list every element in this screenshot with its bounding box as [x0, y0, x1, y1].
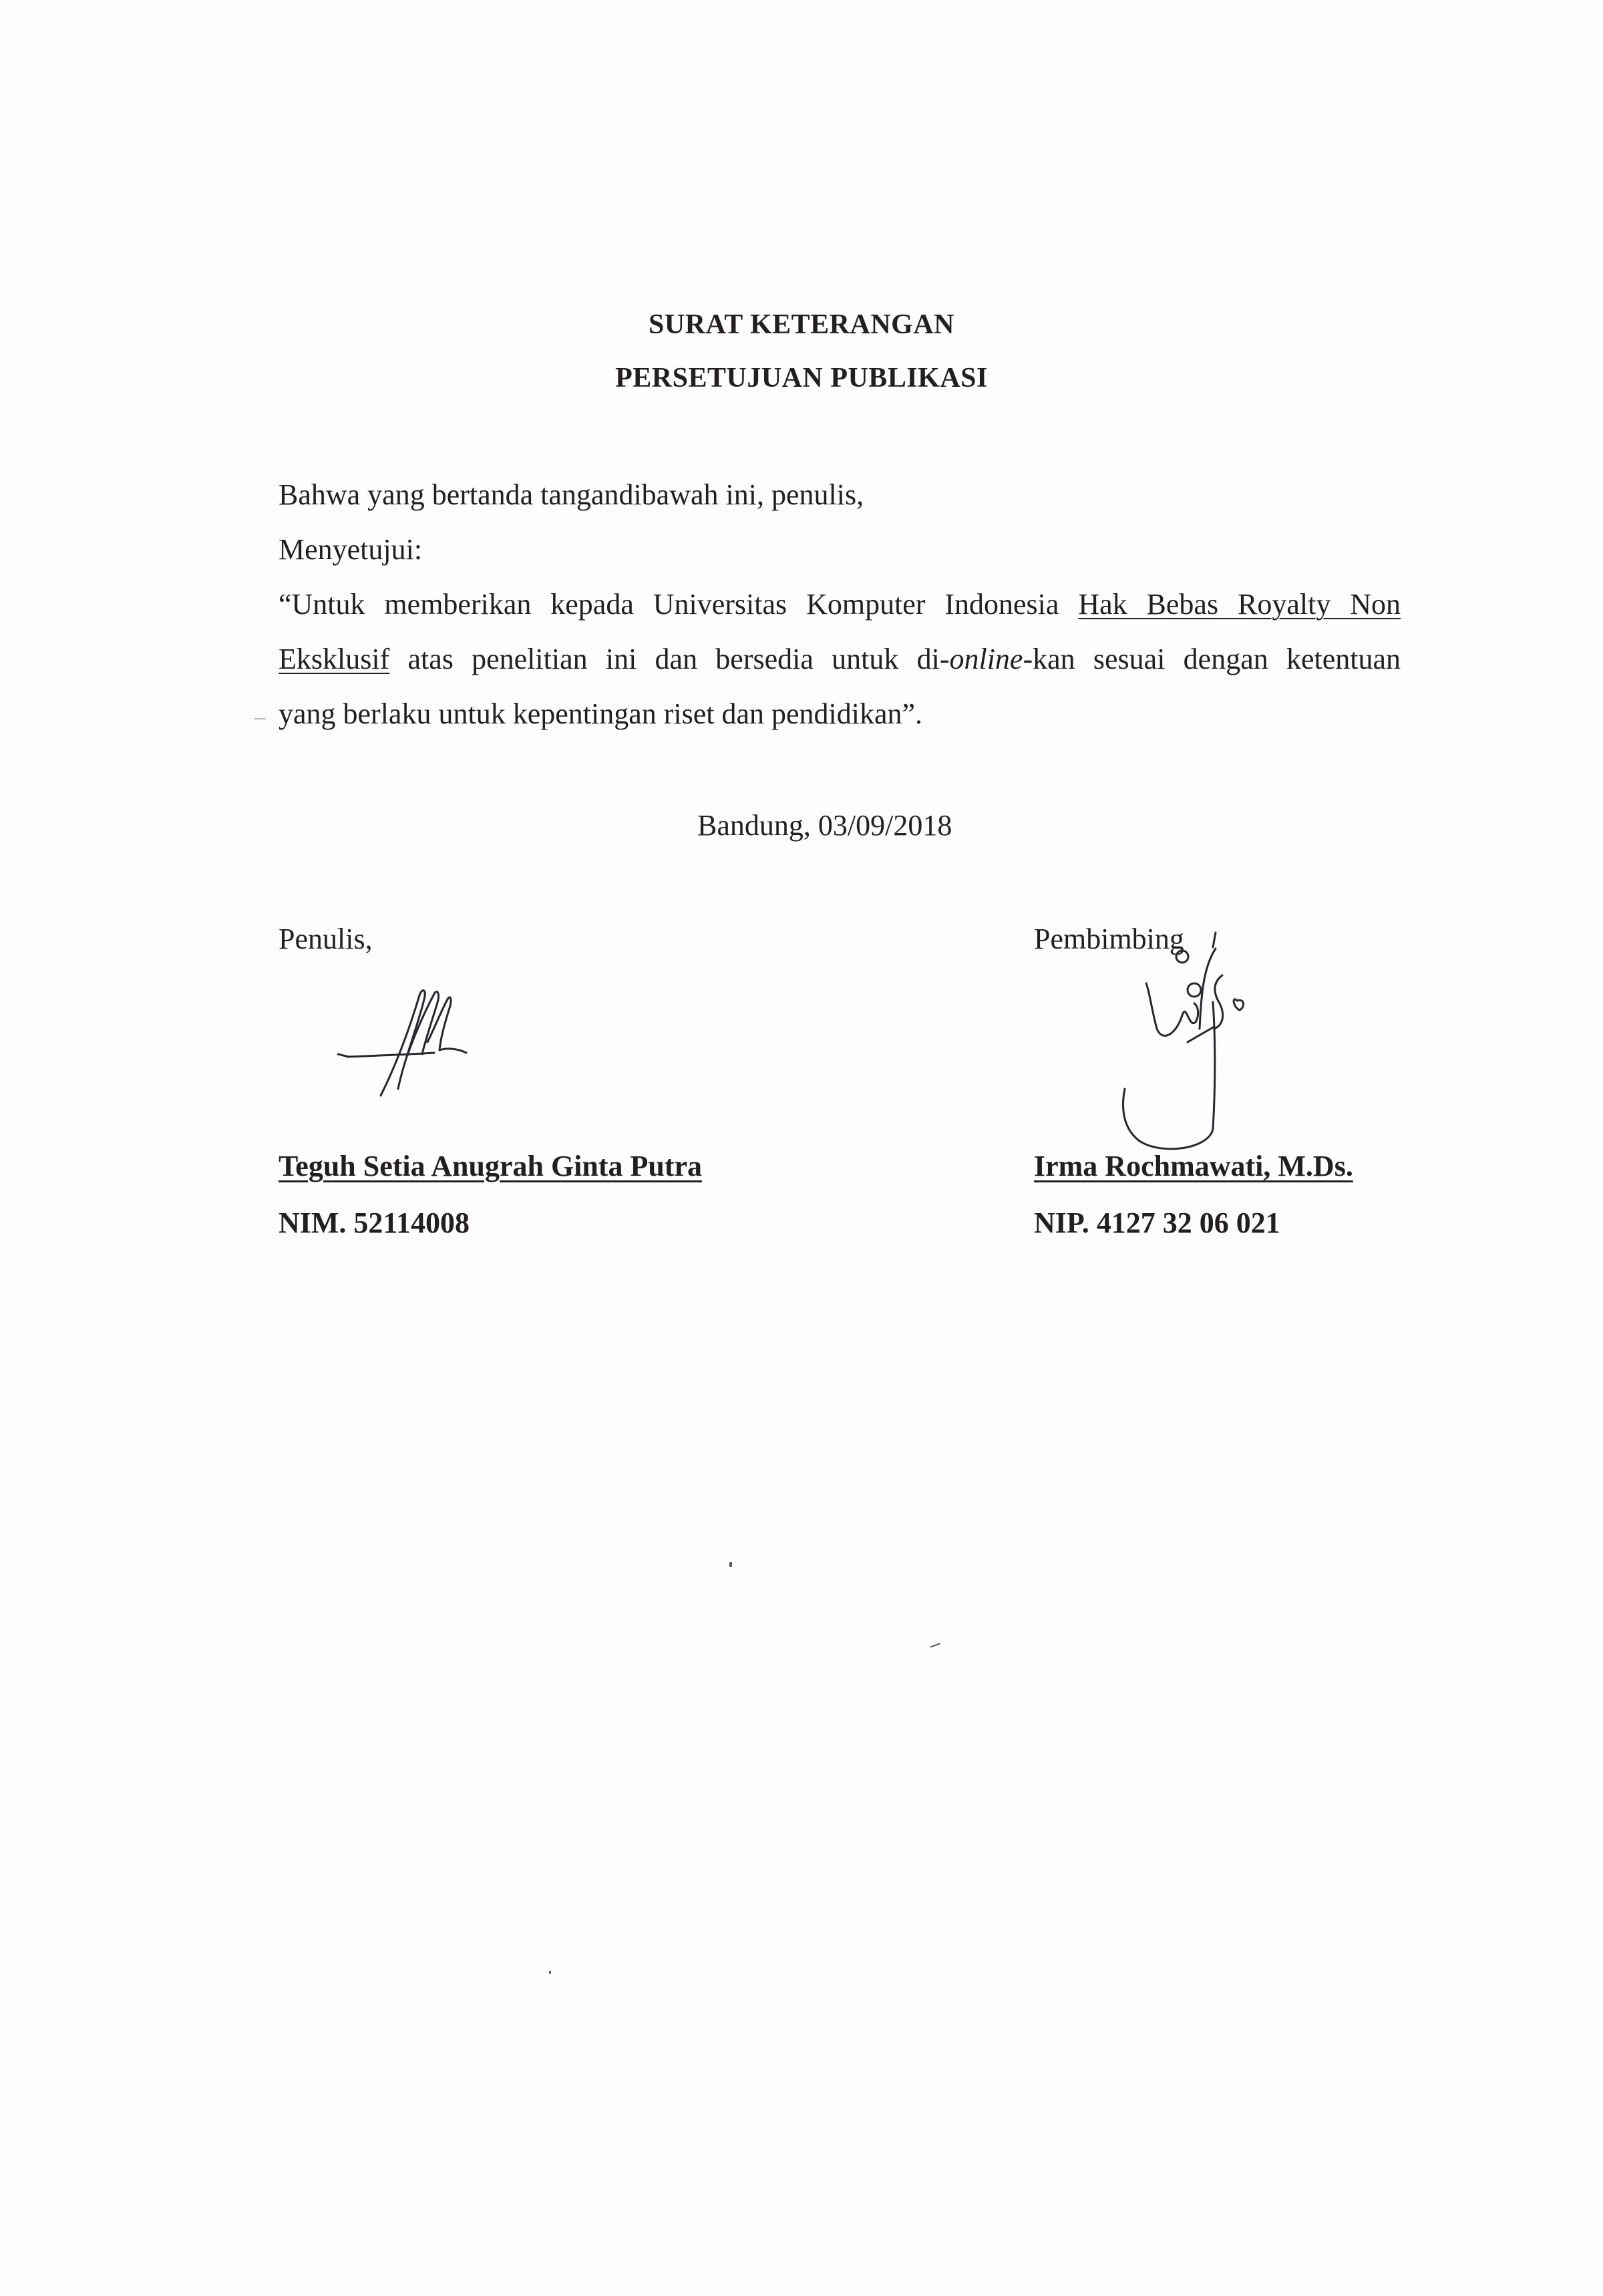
scan-speck: [930, 1643, 940, 1647]
scan-speck: [549, 1971, 551, 1974]
quote-text: -kan sesuai dengan ketentuan: [1023, 643, 1401, 675]
author-role: Penulis,: [279, 923, 373, 955]
exclusive-term: Eksklusif: [279, 643, 390, 675]
quote-text: atas penelitian ini dan bersedia untuk di-: [389, 643, 950, 675]
author-name: Teguh Setia Anugrah Ginta Putra: [279, 1150, 703, 1182]
author-signature: [334, 975, 494, 1109]
supervisor-role: Pembimbing: [1034, 923, 1184, 955]
agreement-quote: [279, 577, 1401, 742]
quote-line-3: yang berlaku untuk kepentingan riset dan pendidikan”.: [279, 697, 923, 730]
royalty-free-term: Hak Bebas Royalty Non: [1078, 588, 1401, 621]
intro-statement: Bahwa yang bertanda tangandibawah ini, penulis,: [279, 478, 864, 511]
quote-line-2: [279, 632, 1401, 687]
supervisor-employee-id: NIP. 4127 32 06 021: [1034, 1206, 1280, 1239]
document-subtitle: PERSETUJUAN PUBLIKASI: [615, 363, 988, 393]
quote-line-1: [279, 577, 1401, 632]
quote-text: “Untuk memberikan kepada Universitas Komputer Indonesia: [279, 588, 1079, 621]
agreement-label: Menyetujui:: [279, 533, 423, 566]
online-term: online: [949, 643, 1023, 675]
document-title: SURAT KETERANGAN: [648, 309, 955, 340]
author-student-id: NIM. 52114008: [279, 1206, 470, 1239]
place-date: Bandung, 03/09/2018: [697, 809, 952, 842]
scan-speck: [254, 718, 266, 719]
supervisor-signature: [1082, 929, 1262, 1156]
supervisor-name: Irma Rochmawati, M.Ds.: [1034, 1150, 1353, 1182]
scan-speck: [729, 1562, 732, 1567]
